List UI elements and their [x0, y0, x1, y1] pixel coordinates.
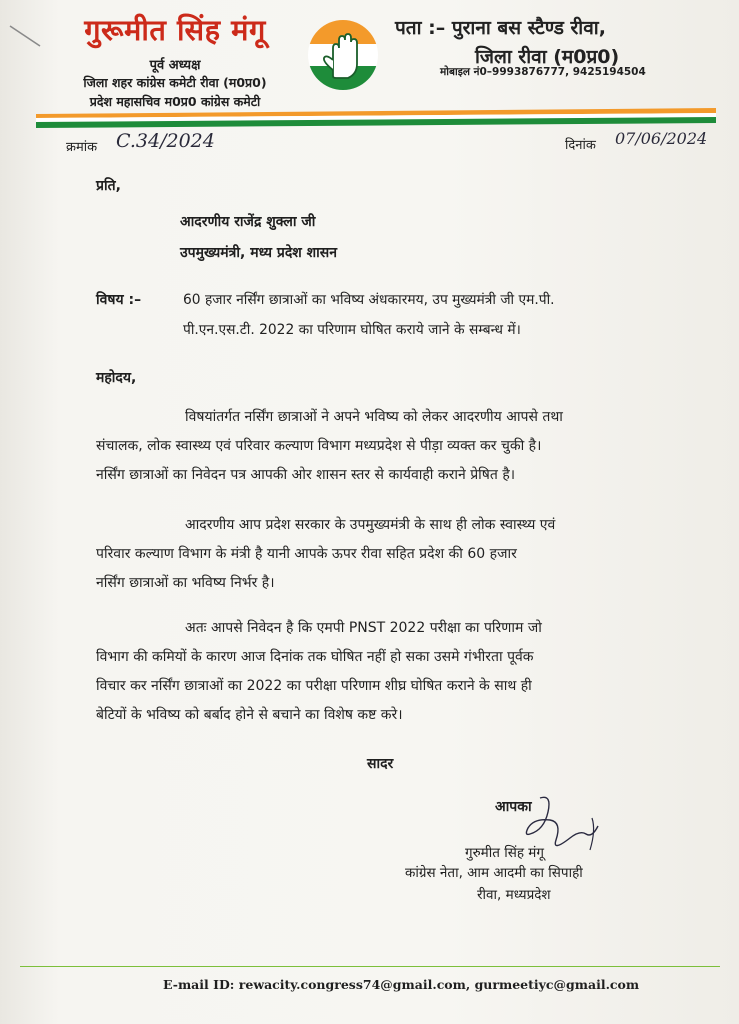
recipient-name: आदरणीय राजेंद्र शुक्ला जी	[180, 214, 316, 230]
paragraph-2-line: परिवार कल्याण विभाग के मंत्री है यानी आपके ऊपर रीवा सहित प्रदेश की 60 हजार	[96, 546, 517, 562]
recipient-title: उपमुख्यमंत्री, मध्य प्रदेश शासन	[180, 245, 338, 261]
paragraph-1-line: विषयांतर्गत नर्सिंग छात्राओं ने अपने भविष्य को लेकर आदरणीय आपसे तथा	[185, 409, 563, 425]
tricolor-band	[36, 108, 716, 130]
reference-number: C.34/2024	[116, 130, 215, 152]
paragraph-3-line: अतः आपसे निवेदन है कि एमपी PNST 2022 परीक्षा का परिणाम जो	[185, 620, 542, 636]
paragraph-2-line: नर्सिंग छात्राओं का भविष्य निर्भर है।	[96, 575, 275, 591]
address-line1: पता :– पुराना बस स्टैण्ड रीवा,	[395, 17, 606, 39]
footer-divider	[20, 966, 720, 967]
paragraph-2-line: आदरणीय आप प्रदेश सरकार के उपमुख्यमंत्री के साथ ही लोक स्वास्थ्य एवं	[185, 517, 556, 533]
signatory-title: कांग्रेस नेता, आम आदमी का सिपाही	[405, 865, 583, 881]
subject-line: पी.एन.एस.टी. 2022 का परिणाम घोषित कराये जाने के सम्बन्ध में।	[183, 322, 521, 338]
to-label: प्रति,	[96, 178, 121, 194]
reference-label: क्रमांक	[66, 140, 98, 155]
paragraph-3-line: विभाग की कमियों के कारण आज दिनांक तक घोषित नहीं हो सका उसमे गंभीरता पूर्वक	[96, 649, 534, 665]
signatory-place: रीवा, मध्यप्रदेश	[477, 887, 551, 903]
paragraph-3-line: बेटियों के भविष्य को बर्बाद होने से बचाने का विशेष कष्ट करे।	[96, 707, 403, 723]
sender-name: गुरूमीत सिंह मंगू	[84, 13, 266, 47]
paragraph-1-line: नर्सिंग छात्राओं का निवेदन पत्र आपकी ओर शासन स्तर से कार्यवाही कराने प्रेषित है।	[96, 467, 516, 483]
subject-label: विषय :–	[96, 292, 142, 308]
yours-label: आपका	[495, 799, 532, 815]
address-line2: जिला रीवा (म0प्र0)	[475, 46, 620, 68]
subject-line: 60 हजार नर्सिंग छात्राओं का भविष्य अंधकारमय, उप मुख्यमंत्री जी एम.पी.	[183, 292, 555, 308]
date-value: 07/06/2024	[615, 129, 708, 148]
pen-stroke-mark	[6, 20, 46, 50]
contact-numbers: मोबाइल नं0–9993876777, 9425194504	[440, 66, 646, 78]
greeting: महोदय,	[96, 370, 137, 386]
congress-hand-logo	[306, 18, 380, 92]
paragraph-3-line: विचार कर नर्सिंग छात्राओं का 2022 का परीक्षा परिणाम शीघ्र घोषित कराने के साथ ही	[96, 678, 532, 694]
date-label: दिनांक	[565, 138, 596, 153]
sender-department-line2: प्रदेश महासचिव म0प्र0 कांग्रेस कमेटी	[89, 94, 261, 109]
sender-department-line1: जिला शहर कांग्रेस कमेटी रीवा (म0प्र0)	[83, 75, 267, 90]
sender-role: पूर्व अध्यक्ष	[149, 58, 201, 73]
footer-email: E-mail ID: rewacity.congress74@gmail.com, gurmeetiyc@gmail.com	[163, 977, 640, 992]
signatory-name: गुरुमीत सिंह मंगू	[465, 845, 544, 861]
paragraph-1-line: संचालक, लोक स्वास्थ्य एवं परिवार कल्याण विभाग मध्यप्रदेश से पीड़ा व्यक्त कर चुकी है।	[96, 438, 542, 454]
closing-regards: सादर	[367, 756, 394, 772]
